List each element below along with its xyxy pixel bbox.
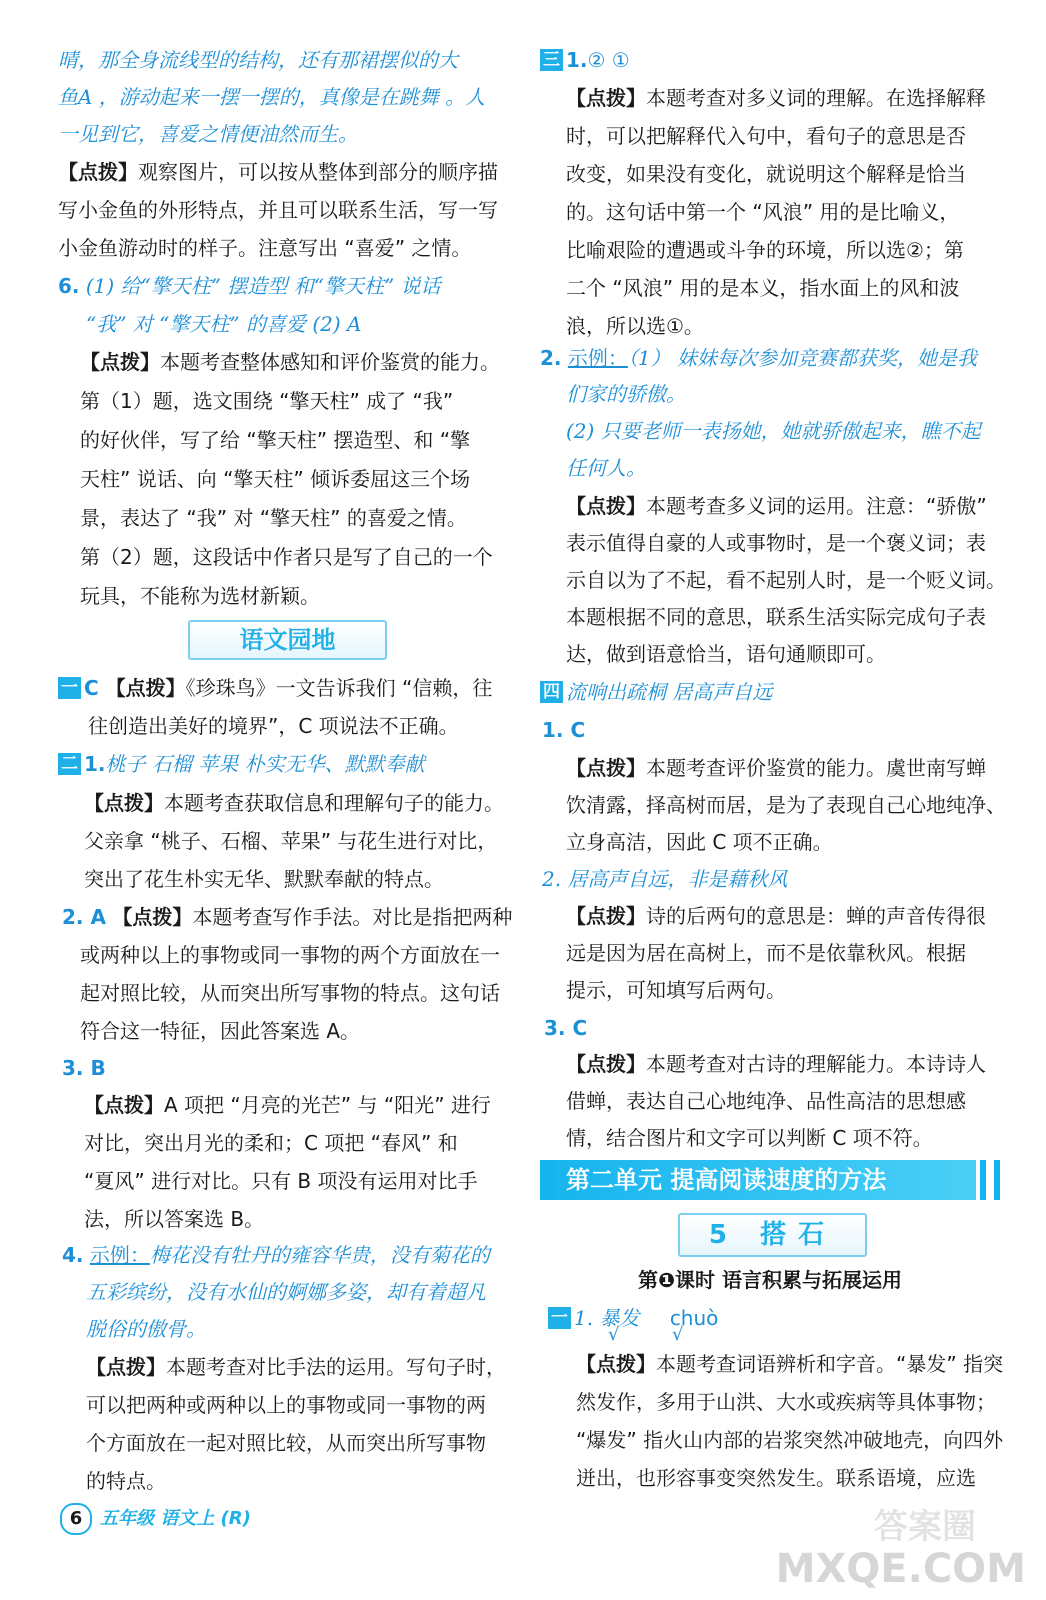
- explanation-line: 表示值得自豪的人或事物时，是一个褒义词；表: [566, 531, 986, 555]
- explanation-line: 第（1）题，选文围绕 “擎天柱” 成了 “我”: [80, 389, 454, 413]
- answer-line: 一见到它，喜爱之情便油然而生。: [58, 122, 358, 146]
- question-2: 2. 示例：（1） 妹妹每次参加竞赛都获奖，她是我: [540, 346, 977, 370]
- explanation-line: 【点拨】本题考查对多义词的理解。在选择解释: [566, 86, 986, 110]
- explanation-line: 的好伙伴，写了给 “擎天柱” 摆造型、和 “擎: [80, 428, 471, 452]
- explanation-line: 法，所以答案选 B。: [84, 1207, 265, 1231]
- explanation-line: 小金鱼游动时的样子。注意写出 “喜爱” 之情。: [58, 236, 472, 260]
- unit-title-bar: [540, 1160, 976, 1200]
- explanation-line: 景，表达了 “我” 对 “擎天柱” 的喜爱之情。: [80, 506, 467, 530]
- question-3: 3. C: [544, 1016, 588, 1040]
- watermark-logo: 答案圈: [874, 1507, 976, 1547]
- explanation-line: 借蝉，表达自己心地纯净、品性高洁的思想感: [566, 1089, 966, 1113]
- explanation-line: 玩具，不能称为选材新颖。: [80, 584, 320, 608]
- explanation-line: 【点拨】本题考查对比手法的运用。写句子时，: [86, 1355, 506, 1379]
- bar-stripe: [994, 1160, 1000, 1200]
- explanation-line: 饮清露，择高树而居，是为了表现自己心地纯净、: [566, 793, 1006, 817]
- question-2-answer: 2. 居高声自远，非是藉秋风: [542, 867, 788, 891]
- explanation-line: 第（2）题，这段话中作者只是写了自己的一个: [80, 545, 493, 569]
- explanation-line: 【点拨】观察图片，可以按从整体到部分的顺序描: [58, 160, 498, 184]
- explanation-line: 二个 “风浪” 用的是本义，指水面上的风和波: [566, 276, 960, 300]
- explanation-line: 改变，如果没有变化，就说明这个解释是恰当: [566, 162, 966, 186]
- lesson-title: 5 搭石: [678, 1213, 867, 1257]
- check-mark: √: [672, 1324, 684, 1345]
- explanation-line: 远是因为居在高树上，而不是依靠秋风。根据: [566, 941, 966, 965]
- question-1: 1. C: [542, 718, 586, 742]
- explanation-line: 写小金鱼的外形特点，并且可以联系生活，写一写: [58, 198, 498, 222]
- page-footer: [60, 1503, 251, 1535]
- footer-text: 五年级 语文上 (R): [100, 1508, 251, 1529]
- watermark-url: MXQE.COM: [775, 1546, 1026, 1592]
- explanation-line: 浪，所以选①。: [566, 314, 704, 338]
- question-6: 6. (1) 给“擎天柱” 摆造型 和“擎天柱” 说话: [58, 274, 441, 298]
- explanation-line: 可以把两种或两种以上的事物或同一事物的两: [86, 1393, 486, 1417]
- explanation-line: 然发作，多用于山洪、大水或疾病等具体事物；: [576, 1390, 996, 1414]
- explanation-line: 比喻艰险的遭遇或斗争的环境，所以选②；第: [566, 238, 964, 262]
- answer-line: 们家的骄傲。: [566, 382, 686, 406]
- check-mark: √: [608, 1324, 620, 1345]
- explanation-line: 时，可以把解释代入句中，看句子的意思是否: [566, 124, 966, 148]
- unit-title: 第二单元 提高阅读速度的方法: [566, 1166, 887, 1194]
- explanation-line: 或两种以上的事物或同一事物的两个方面放在一: [80, 943, 500, 967]
- explanation-line: 个方面放在一起对照比较，从而突出所写事物: [86, 1431, 486, 1455]
- explanation-line: 对比，突出月光的柔和；C 项把 “春风” 和: [84, 1131, 458, 1155]
- explanation-line: 【点拨】本题考查获取信息和理解句子的能力。: [84, 791, 504, 815]
- explanation-line: 【点拨】本题考查整体感知和评价鉴赏的能力。: [80, 350, 500, 374]
- explanation-line: 起对照比较，从而突出所写事物的特点。这句话: [80, 981, 500, 1005]
- question-4: 4. 示例：梅花没有牡丹的雍容华贵，没有菊花的: [62, 1243, 490, 1267]
- question-block-1: 一 C 【点拨】《珍珠鸟》一文告诉我们 “信赖，往: [58, 674, 492, 702]
- explanation-line: 父亲拿 “桃子、石榴、苹果” 与花生进行对比，: [84, 829, 498, 853]
- explanation-line: 达，做到语意恰当，语句通顺即可。: [566, 642, 886, 666]
- explanation-line: 【点拨】诗的后两句的意思是：蝉的声音传得很: [566, 904, 986, 928]
- page-number: 6: [60, 1503, 92, 1535]
- explanation-line: “爆发” 指火山内部的岩浆突然冲破地壳，向四外: [576, 1428, 1004, 1452]
- explanation-line: 突出了花生朴实无华、默默奉献的特点。: [84, 867, 444, 891]
- question-2: 2. A 【点拨】本题考查写作手法。对比是指把两种: [62, 905, 513, 929]
- explanation-line: 立身高洁，因此 C 项不正确。: [566, 830, 833, 854]
- question-3: 3. B: [62, 1056, 106, 1080]
- explanation-line: 本题根据不同的意思，联系生活实际完成句子表: [566, 605, 986, 629]
- question-block-2: 二 1.桃子 石榴 苹果 朴实无华、默默奉献: [58, 750, 425, 778]
- explanation-line: 提示，可知填写后两句。: [566, 978, 786, 1002]
- explanation-line: 迸出，也形容事变突然发生。联系语境，应选: [576, 1466, 976, 1490]
- answer-line: 晴，那全身流线型的结构，还有那裙摆似的大: [58, 48, 458, 72]
- answer-line: “我” 对 “擎天柱” 的喜爱 (2) A: [86, 312, 362, 336]
- question-block-4: 四 流响出疏桐 居高声自远: [540, 678, 772, 706]
- question-block-5: 一 1. 暴发 chuò: [548, 1304, 718, 1332]
- answer-line: 脱俗的傲骨。: [86, 1317, 206, 1341]
- explanation-line: 符合这一特征，因此答案选 A。: [80, 1019, 361, 1043]
- explanation-line: 示自以为了不起，看不起别人时，是一个贬义词。: [566, 568, 1006, 592]
- bar-stripe: [550, 1160, 555, 1200]
- section-title-yuwenyuandi: 语文园地: [188, 620, 387, 660]
- bar-stripe: [980, 1160, 986, 1200]
- explanation-line: 的。这句话中第一个 “风浪” 用的是比喻义，: [566, 200, 960, 224]
- explanation-line: 情，结合图片和文字可以判断 C 项不符。: [566, 1126, 933, 1150]
- explanation-line: 【点拨】本题考查词语辨析和字音。“暴发” 指突: [576, 1352, 1004, 1376]
- explanation-line: “夏风” 进行对比。只有 B 项没有运用对比手: [84, 1169, 478, 1193]
- explanation-line: 的特点。: [86, 1469, 166, 1493]
- bar-stripe: [540, 1160, 545, 1200]
- answer-line: (2) 只要老师一表扬她，她就骄傲起来，瞧不起: [566, 419, 981, 443]
- explanation-line: 【点拨】本题考查对古诗的理解能力。本诗诗人: [566, 1052, 986, 1076]
- explanation-line: 【点拨】本题考查评价鉴赏的能力。虞世南写蝉: [566, 756, 986, 780]
- answer-line: 鱼A ，游动起来一摆一摆的，真像是在跳舞 。人: [58, 85, 486, 109]
- dianbo-tag: 【点拨】: [58, 160, 138, 184]
- answer-line: 五彩缤纷，没有水仙的婀娜多姿，却有着超凡: [86, 1280, 486, 1304]
- explanation-line: 天柱” 说话、向 “擎天柱” 倾诉委屈这三个场: [80, 467, 471, 491]
- explanation-line: 往创造出美好的境界”，C 项说法不正确。: [88, 714, 459, 738]
- question-block-3: 三 1.② ①: [540, 46, 630, 74]
- lesson-subtitle: 第❶课时 语言积累与拓展运用: [638, 1268, 902, 1292]
- explanation-line: 【点拨】本题考查多义词的运用。注意：“骄傲”: [566, 494, 987, 518]
- answer-line: 任何人。: [566, 456, 646, 480]
- explanation-line: 【点拨】A 项把 “月亮的光芒” 与 “阳光” 进行: [84, 1093, 491, 1117]
